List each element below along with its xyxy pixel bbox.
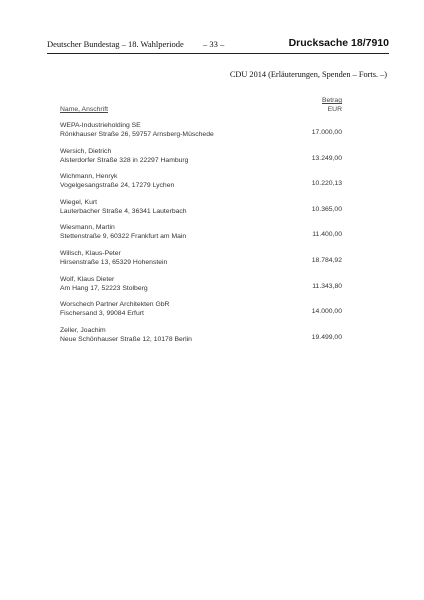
donations-list (60, 122, 345, 352)
list-item (60, 122, 345, 148)
header-document-number: 7910 (365, 37, 389, 49)
donor-name: Willsch, Klaus-Peter (60, 249, 121, 257)
header-page-number: – 33 – (203, 39, 225, 49)
donation-amount: 19.499,00 (311, 333, 342, 341)
donor-name: Wiesmann, Martin (60, 224, 115, 232)
list-item (60, 224, 345, 250)
donor-address: Neue Schönhauser Straße 12, 10178 Berlin (60, 335, 192, 343)
donation-amount: 11.400,00 (312, 231, 342, 239)
donation-amount: 18.784,92 (311, 256, 342, 264)
list-item (60, 148, 345, 174)
donor-name: Wolf, Klaus Dieter (60, 275, 115, 283)
donor-name: Wichmann, Henryk (60, 173, 118, 181)
donor-name: Wersich, Dietrich (60, 147, 112, 155)
donation-amount: 14.000,00 (311, 308, 342, 316)
header-publication: Deutscher Bundestag – 18. Wahlperiode (47, 39, 184, 49)
donor-address: Fischersand 3, 99084 Erfurt (60, 310, 144, 318)
column-header-name: Name, Anschrift (60, 106, 108, 113)
list-item (60, 199, 345, 225)
donor-name: Worschech Partner Architekten GbR (60, 301, 170, 309)
list-item (60, 276, 345, 302)
header-document-label: Drucksache 18/ (288, 37, 366, 49)
header-divider (47, 53, 389, 54)
column-header-amount-currency: EUR (327, 106, 342, 113)
donor-name: Zeller, Joachim (60, 326, 106, 334)
donation-amount: 10.365,00 (311, 205, 342, 213)
list-item (60, 173, 345, 199)
donor-address: Vogelgesangstraße 24, 17279 Lychen (60, 182, 175, 190)
donor-address: Stettenstraße 9, 60322 Frankfurt am Main (60, 233, 187, 241)
donation-amount: 11.343,80 (312, 282, 342, 290)
column-header-amount-label: Betrag (321, 97, 342, 104)
donor-address: Lauterbacher Straße 4, 36341 Lauterbach (60, 207, 187, 215)
donation-amount: 10.220,13 (311, 180, 342, 188)
donor-name: Wiegel, Kurt (60, 198, 98, 206)
header-document-id (289, 37, 389, 49)
donor-name: WEPA-Industrieholding SE (60, 122, 141, 129)
donor-address: Alsterdorfer Straße 328 in 22297 Hamburg (60, 156, 189, 164)
donation-amount: 17.000,00 (311, 129, 342, 136)
donor-address: Rönkhauser Straße 26, 59757 Arnsberg-Müschede (60, 131, 214, 138)
donation-amount: 13.249,00 (311, 154, 342, 162)
column-header-amount (322, 96, 342, 114)
donor-address: Hirsenstraße 13, 65329 Hohenstein (60, 258, 168, 266)
list-item (60, 327, 345, 353)
list-item (60, 301, 345, 327)
section-subtitle: CDU 2014 (Erläuterungen, Spenden – Forts. –) (229, 70, 387, 79)
list-item (60, 250, 345, 276)
donor-address: Am Hang 17, 52223 Stolberg (60, 284, 148, 292)
page-header (47, 37, 389, 51)
